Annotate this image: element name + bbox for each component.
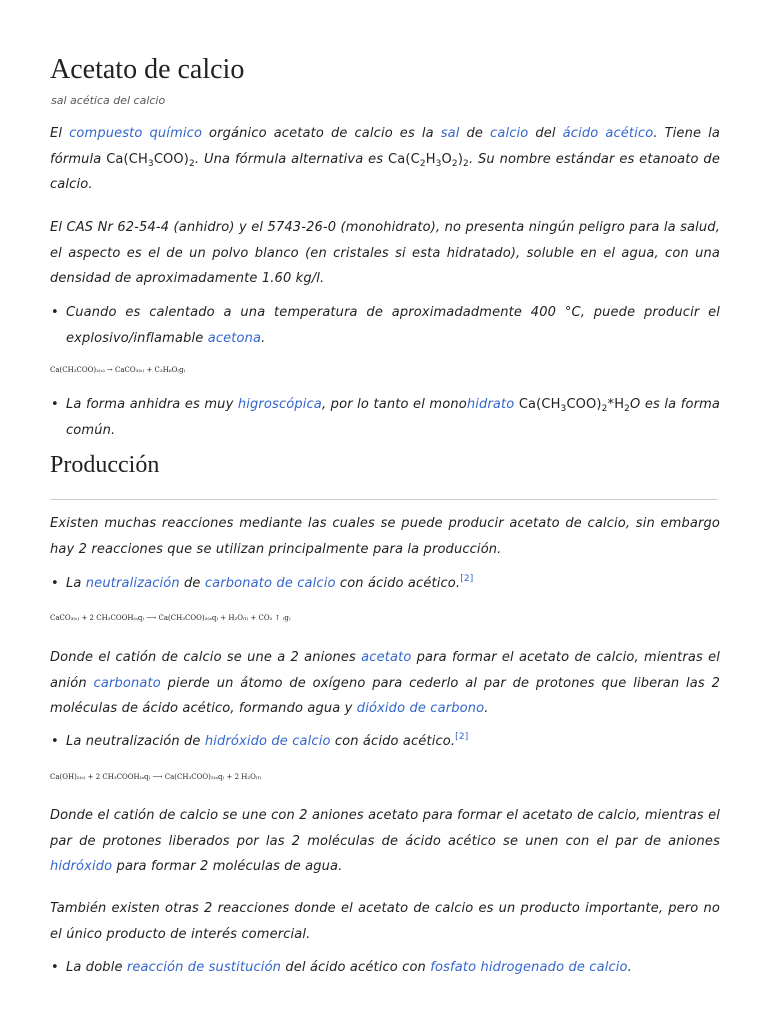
- cas-paragraph: El CAS Nr 62-54-4 (anhidro) y el 5743-26-0 (monohidrato), no presenta ningún peligro para la salud, el aspecto es el de un polvo blanco (en cristales si esta hidratado), soluble en el agua, con una densidad de aproximadamente 1.60 kg/l.: [50, 220, 720, 286]
- paragraph-text: Donde el catión de calcio se une con 2 aniones acetato para formar el acetato de calcio, mientras el par de protones liberados por las 2 moléculas de ácido acético se unen con el par de aniones: [50, 808, 720, 849]
- section-heading-produccion: Producción: [50, 452, 160, 478]
- formula-part: Ca(C: [388, 151, 420, 167]
- formula-part: O: [441, 151, 452, 167]
- reference-link[interactable]: [2]: [455, 732, 469, 742]
- carbonate-explanation-paragraph: [50, 645, 720, 722]
- list-item-text: del ácido acético con: [281, 960, 431, 975]
- formula-subscript: 2: [419, 158, 426, 169]
- link-hidroxido[interactable]: hidróxido: [50, 859, 113, 874]
- list-item-text: .: [627, 960, 632, 975]
- page-subtitle: sal acética del calcio: [51, 94, 166, 107]
- bullet-dot: •: [51, 576, 59, 591]
- production-intro-paragraph: Existen muchas reacciones mediante las cuales se puede producir acetato de calcio, sin embargo hay 2 reacciones que se utilizan principalmente para la producción.: [50, 516, 720, 557]
- link-higroscopica[interactable]: higroscópica: [237, 397, 322, 412]
- formula-inline-monohydrate: [514, 397, 630, 412]
- intro-text: de: [459, 126, 491, 141]
- reference-link[interactable]: [2]: [460, 574, 474, 584]
- bullet-dot: •: [51, 305, 59, 320]
- link-compuesto-quimico[interactable]: compuesto químico: [69, 126, 203, 141]
- paragraph-text: pierde un átomo de oxígeno para cederlo al par de protones que liberan las 2 moléculas de ácido acético, formando agua y: [50, 675, 721, 716]
- formula-subscript: 2: [189, 158, 195, 169]
- link-sal[interactable]: sal: [440, 126, 460, 141]
- bullet-dot: •: [51, 960, 59, 975]
- list-item-text: Cuando es calentado a una temperatura de aproximadadmente 400 °C, puede producir el explosivo/inflamable: [66, 305, 720, 346]
- link-hidrato[interactable]: hidrato: [466, 397, 515, 412]
- formula-part: COO): [153, 151, 190, 167]
- link-reaccion-de-sustitucion[interactable]: reacción de sustitución: [126, 960, 282, 975]
- intro-text: orgánico acetato de calcio es la: [202, 126, 441, 141]
- reaction-formula-carbonate: CaCO₃₍ₛ₎ + 2 CH₃COOH₍ₐq₎ ⟶ Ca(CH₃COO)₂₍ₐq₎ + H₂O₍ₗ₎ + CO₂ ↑ ₍g₎: [50, 614, 291, 622]
- paragraph-text: para formar el acetato de calcio, mientras el anión: [50, 650, 720, 691]
- reaction-formula-heating: Ca(CH₃COO)₂₍ₛ₎ → CaCO₃₍ₛ₎ + C₃H₆O₍g₎: [50, 366, 186, 374]
- link-acetona[interactable]: acetona: [207, 330, 262, 346]
- list-item: [50, 392, 720, 443]
- list-item-text: de: [179, 576, 205, 591]
- list-item-text: La: [66, 576, 86, 591]
- formula-part: H: [425, 151, 436, 167]
- formula-inline: [106, 152, 195, 167]
- intro-paragraph: [50, 121, 720, 198]
- link-hidroxido-de-calcio[interactable]: hidróxido de calcio: [204, 734, 331, 749]
- formula-subscript: 2: [624, 404, 631, 414]
- other-reactions-paragraph: También existen otras 2 reacciones donde el acetato de calcio es un producto importante, pero no el único producto de interés comercial.: [50, 901, 720, 942]
- bullet-dot: •: [51, 734, 59, 749]
- formula-subscript: 2: [601, 404, 608, 414]
- link-acido-acetico[interactable]: ácido acético: [562, 126, 654, 141]
- formula-part: Ca(CH: [106, 151, 148, 167]
- list-item: [50, 571, 720, 597]
- paragraph-text: para formar 2 moléculas de agua.: [112, 859, 343, 874]
- formula-part: ): [457, 151, 464, 167]
- list-item-text: con ácido acético.: [330, 734, 456, 749]
- list-item-text: La doble: [66, 960, 127, 975]
- formula-subscript: 2: [463, 158, 469, 169]
- link-fosfato-hidrogenado-de-calcio[interactable]: fosfato hidrogenado de calcio: [430, 960, 628, 975]
- list-item-text: O es la forma común.: [66, 397, 720, 438]
- formula-subscript: 3: [147, 158, 154, 169]
- hydroxide-explanation-paragraph: [50, 803, 720, 880]
- list-item-text: La neutralización de: [66, 734, 205, 749]
- list-item: [50, 300, 720, 351]
- formula-part: *H: [607, 397, 625, 412]
- list-item: [50, 955, 720, 981]
- link-carbonato-de-calcio[interactable]: carbonato de calcio: [204, 576, 336, 591]
- formula-part: COO): [566, 397, 602, 412]
- intro-text: . Tiene la fórmula: [50, 126, 720, 167]
- formula-subscript: 3: [435, 158, 442, 169]
- intro-text: . Una fórmula alternativa es: [194, 151, 389, 167]
- list-item: [50, 729, 720, 755]
- bullet-dot: •: [51, 397, 59, 412]
- link-neutralizacion[interactable]: neutralización: [85, 576, 180, 591]
- list-item-text: con ácido acético.: [335, 576, 461, 591]
- link-carbonato[interactable]: carbonato: [93, 675, 161, 691]
- paragraph-text: Donde el catión de calcio se une a 2 aniones: [50, 650, 362, 665]
- formula-inline-alt: [388, 152, 469, 167]
- intro-text: del: [528, 126, 563, 141]
- page-title: Acetato de calcio: [50, 54, 245, 85]
- link-calcio[interactable]: calcio: [490, 126, 529, 141]
- intro-text: El: [50, 126, 70, 141]
- section-divider: [50, 499, 718, 500]
- list-item-text: .: [261, 330, 266, 346]
- formula-subscript: 3: [560, 404, 567, 414]
- link-acetato[interactable]: acetato: [361, 650, 412, 665]
- formula-subscript: 2: [451, 158, 458, 169]
- list-item-text: La forma anhidra es muy: [66, 397, 238, 412]
- paragraph-text: .: [484, 701, 489, 716]
- intro-text: . Su nombre estándar es etanoato de calcio.: [50, 151, 720, 192]
- formula-part: Ca(CH: [514, 397, 561, 412]
- reaction-formula-hydroxide: Ca(OH)₂₍ₛ₎ + 2 CH₃COOH₍ₐq₎ ⟶ Ca(CH₃COO)₂₍ₐq₎ + 2 H₂O₍ₗ₎: [50, 773, 262, 781]
- list-item-text: , por lo tanto el mono: [321, 397, 467, 412]
- link-dioxido-de-carbono[interactable]: dióxido de carbono: [356, 701, 485, 716]
